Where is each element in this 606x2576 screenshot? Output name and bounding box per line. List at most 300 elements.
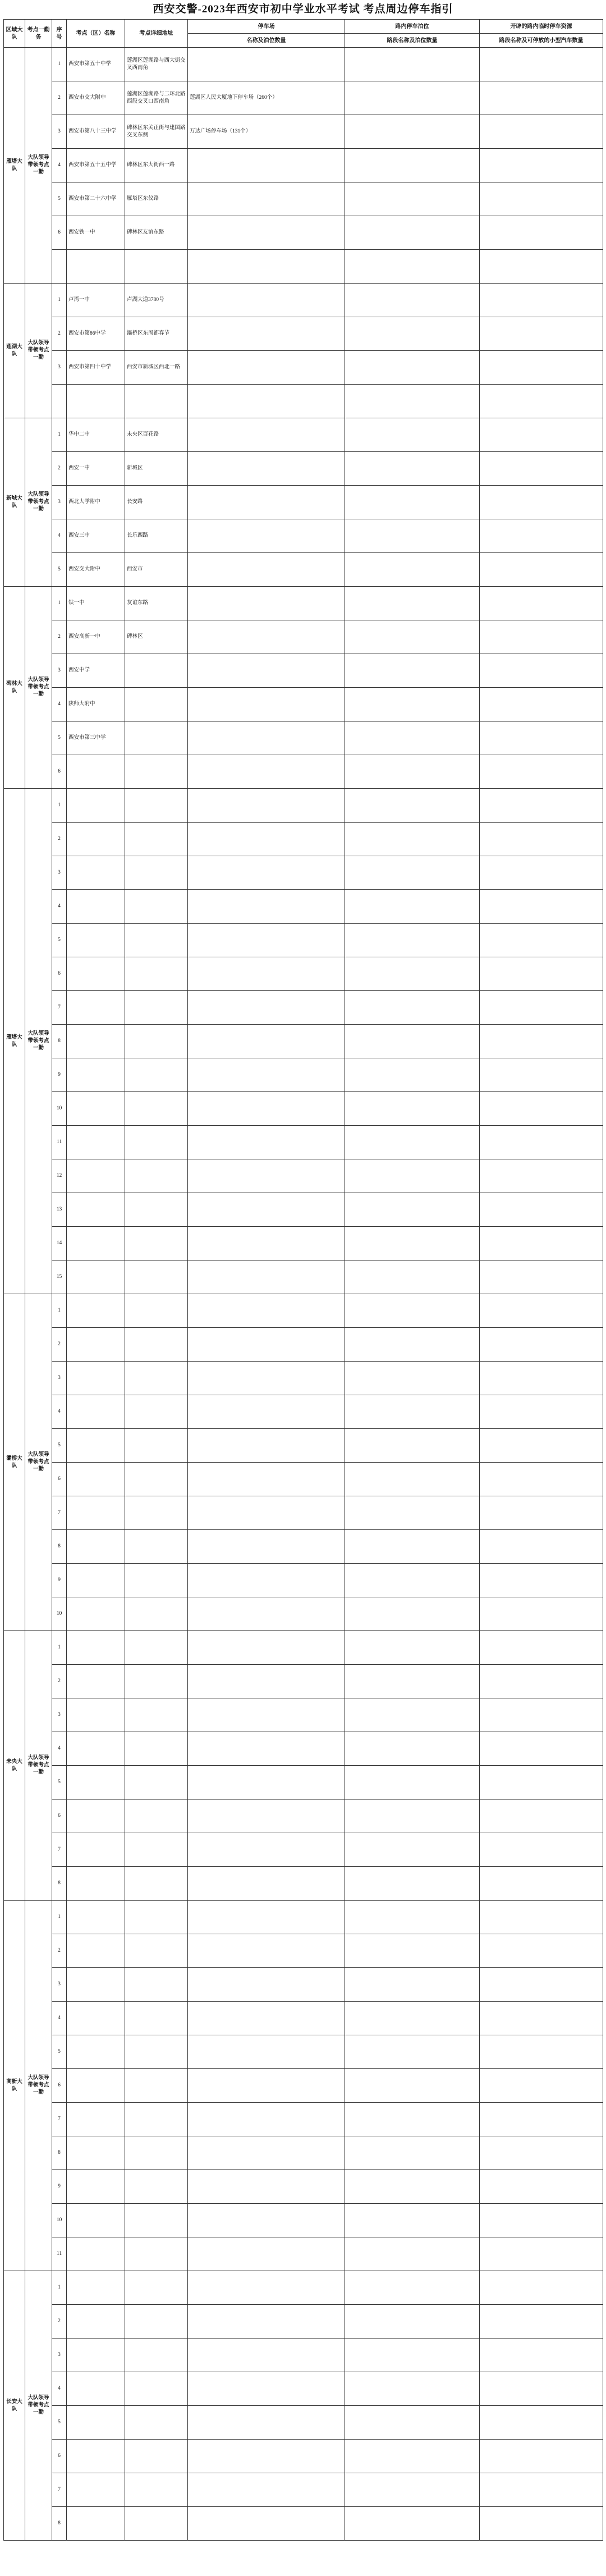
road-cell	[345, 1799, 480, 1833]
site-cell	[67, 1429, 125, 1463]
seq-cell: 10	[52, 2204, 67, 2237]
temp-cell	[480, 81, 603, 115]
temp-cell	[480, 1901, 603, 1934]
road-cell	[345, 721, 480, 755]
site-cell	[67, 1901, 125, 1934]
road-cell	[345, 1530, 480, 1564]
site-cell	[67, 1530, 125, 1564]
table-row	[4, 688, 603, 721]
table-row	[4, 2271, 603, 2305]
district-cell: 莲湖大队	[4, 284, 25, 418]
addr-cell: 长乐西路	[125, 519, 188, 553]
lot-cell	[188, 2103, 345, 2136]
lot-cell	[188, 2406, 345, 2440]
table-row	[4, 1698, 603, 1732]
table-row	[4, 2406, 603, 2440]
temp-cell	[480, 1126, 603, 1159]
road-cell	[345, 2507, 480, 2541]
addr-cell	[125, 1025, 188, 1058]
temp-cell	[480, 2473, 603, 2507]
site-cell	[67, 1631, 125, 1665]
lot-cell	[188, 890, 345, 924]
addr-cell	[125, 1665, 188, 1698]
temp-cell	[480, 1429, 603, 1463]
lot-cell	[188, 1968, 345, 2002]
lot-cell	[188, 182, 345, 216]
site-cell	[67, 385, 125, 418]
site-cell	[67, 1665, 125, 1698]
parking-guide-table	[3, 19, 603, 2541]
lot-cell	[188, 755, 345, 789]
temp-cell	[480, 1193, 603, 1227]
addr-cell	[125, 1867, 188, 1901]
table-row	[4, 755, 603, 789]
table-row	[4, 2440, 603, 2473]
road-cell	[345, 1058, 480, 1092]
seq-cell: 7	[52, 1496, 67, 1530]
site-cell: 西安交大附中	[67, 553, 125, 587]
seq-cell: 9	[52, 2170, 67, 2204]
road-cell	[345, 1395, 480, 1429]
addr-cell	[125, 2035, 188, 2069]
site-cell	[67, 957, 125, 991]
road-cell	[345, 2204, 480, 2237]
temp-cell	[480, 1564, 603, 1597]
table-row	[4, 2204, 603, 2237]
seq-cell: 7	[52, 1833, 67, 1867]
temp-cell	[480, 721, 603, 755]
table-row	[4, 2339, 603, 2372]
lot-cell	[188, 1799, 345, 1833]
seq-cell: 7	[52, 991, 67, 1025]
site-cell	[67, 2507, 125, 2541]
site-cell	[67, 2473, 125, 2507]
addr-cell	[125, 1564, 188, 1597]
seq-cell: 14	[52, 1227, 67, 1260]
site-cell	[67, 1058, 125, 1092]
site-cell: 西安铁一中	[67, 216, 125, 250]
header-leader: 考点一勤务	[25, 20, 52, 48]
addr-cell: 碑林区友谊东路	[125, 216, 188, 250]
temp-cell	[480, 149, 603, 182]
table-row	[4, 1968, 603, 2002]
header-district: 区域大队	[4, 20, 25, 48]
road-cell	[345, 452, 480, 486]
road-cell	[345, 317, 480, 351]
seq-cell: 8	[52, 2136, 67, 2170]
addr-cell	[125, 2406, 188, 2440]
addr-cell	[125, 991, 188, 1025]
lot-cell	[188, 2372, 345, 2406]
leader-cell: 大队领导带领考点一勤	[25, 2271, 52, 2541]
temp-cell	[480, 2204, 603, 2237]
lot-cell	[188, 957, 345, 991]
addr-cell: 莲湖区莲湖路与二环北路西段交叉口西南角	[125, 81, 188, 115]
road-cell	[345, 2406, 480, 2440]
table-row	[4, 620, 603, 654]
temp-cell	[480, 1328, 603, 1362]
seq-cell: 4	[52, 1732, 67, 1766]
temp-cell	[480, 1159, 603, 1193]
table-row	[4, 1227, 603, 1260]
addr-cell	[125, 2069, 188, 2103]
addr-cell	[125, 957, 188, 991]
site-cell	[67, 2271, 125, 2305]
site-cell: 西安高新一中	[67, 620, 125, 654]
addr-cell	[125, 2339, 188, 2372]
temp-cell	[480, 2339, 603, 2372]
road-cell	[345, 284, 480, 317]
addr-cell	[125, 1227, 188, 1260]
addr-cell	[125, 1799, 188, 1833]
temp-cell	[480, 1092, 603, 1126]
seq-cell: 2	[52, 823, 67, 856]
temp-cell	[480, 284, 603, 317]
table-row	[4, 1463, 603, 1496]
site-cell	[67, 1126, 125, 1159]
addr-cell	[125, 1934, 188, 1968]
seq-cell: 8	[52, 1530, 67, 1564]
temp-cell	[480, 1260, 603, 1294]
lot-cell	[188, 149, 345, 182]
district-cell: 碑林大队	[4, 587, 25, 789]
temp-cell	[480, 1597, 603, 1631]
seq-cell: 12	[52, 1159, 67, 1193]
lot-cell	[188, 486, 345, 519]
table-row	[4, 1193, 603, 1227]
road-cell	[345, 620, 480, 654]
site-cell	[67, 1025, 125, 1058]
addr-cell	[125, 250, 188, 284]
table-row	[4, 1429, 603, 1463]
lot-cell	[188, 284, 345, 317]
seq-cell: 1	[52, 1294, 67, 1328]
temp-cell	[480, 2271, 603, 2305]
temp-cell	[480, 2507, 603, 2541]
lot-cell	[188, 48, 345, 81]
site-cell	[67, 2204, 125, 2237]
road-cell	[345, 957, 480, 991]
table-row	[4, 486, 603, 519]
lot-cell	[188, 1665, 345, 1698]
site-cell: 西安一中	[67, 452, 125, 486]
table-row	[4, 1799, 603, 1833]
addr-cell	[125, 924, 188, 957]
seq-cell: 8	[52, 1867, 67, 1901]
leader-cell: 大队领导带领考点一勤	[25, 284, 52, 418]
district-cell: 未央大队	[4, 1631, 25, 1901]
addr-cell: 友谊东路	[125, 587, 188, 620]
road-cell	[345, 2002, 480, 2035]
addr-cell	[125, 1463, 188, 1496]
site-cell	[67, 1328, 125, 1362]
seq-cell: 6	[52, 957, 67, 991]
temp-cell	[480, 1463, 603, 1496]
table-row	[4, 2473, 603, 2507]
addr-cell	[125, 1159, 188, 1193]
table-row	[4, 890, 603, 924]
addr-cell	[125, 1698, 188, 1732]
table-header	[4, 20, 603, 48]
table-row	[4, 48, 603, 81]
road-cell	[345, 1362, 480, 1395]
lot-cell	[188, 553, 345, 587]
seq-cell: 3	[52, 2339, 67, 2372]
seq-cell: 2	[52, 1665, 67, 1698]
seq-cell: 3	[52, 856, 67, 890]
table-row	[4, 1732, 603, 1766]
site-cell	[67, 1597, 125, 1631]
temp-cell	[480, 991, 603, 1025]
lot-cell	[188, 2002, 345, 2035]
seq-cell: 1	[52, 1631, 67, 1665]
addr-cell	[125, 2002, 188, 2035]
seq-cell: 13	[52, 1193, 67, 1227]
road-cell	[345, 2035, 480, 2069]
road-cell	[345, 991, 480, 1025]
seq-cell: 3	[52, 1968, 67, 2002]
site-cell	[67, 1294, 125, 1328]
temp-cell	[480, 452, 603, 486]
site-cell: 西北大学附中	[67, 486, 125, 519]
addr-cell: 长安路	[125, 486, 188, 519]
table-row	[4, 721, 603, 755]
seq-cell: 1	[52, 587, 67, 620]
addr-cell	[125, 789, 188, 823]
district-cell: 雁塔大队	[4, 789, 25, 1294]
road-cell	[345, 2271, 480, 2305]
seq-cell: 1	[52, 2271, 67, 2305]
table-row	[4, 1159, 603, 1193]
table-row	[4, 250, 603, 284]
road-cell	[345, 1766, 480, 1799]
temp-cell	[480, 957, 603, 991]
road-cell	[345, 1564, 480, 1597]
sheet	[0, 19, 606, 2541]
road-cell	[345, 823, 480, 856]
lot-cell	[188, 2136, 345, 2170]
lot-cell	[188, 1766, 345, 1799]
site-cell	[67, 2339, 125, 2372]
road-cell	[345, 2440, 480, 2473]
seq-cell: 1	[52, 789, 67, 823]
lot-cell	[188, 1530, 345, 1564]
temp-cell	[480, 519, 603, 553]
road-cell	[345, 2069, 480, 2103]
lot-cell	[188, 2440, 345, 2473]
seq-cell: 6	[52, 2069, 67, 2103]
addr-cell: 未央区百花路	[125, 418, 188, 452]
lot-cell	[188, 1732, 345, 1766]
road-cell	[345, 1294, 480, 1328]
lot-cell	[188, 2339, 345, 2372]
lot-cell	[188, 2204, 345, 2237]
site-cell	[67, 2170, 125, 2204]
road-cell	[345, 1496, 480, 1530]
header-lot-sub: 名称及泊位数量	[188, 34, 345, 48]
addr-cell	[125, 1058, 188, 1092]
temp-cell	[480, 2237, 603, 2271]
addr-cell	[125, 2507, 188, 2541]
table-row	[4, 317, 603, 351]
seq-cell: 10	[52, 1597, 67, 1631]
lot-cell	[188, 654, 345, 688]
table-row	[4, 1395, 603, 1429]
seq-cell: 10	[52, 1092, 67, 1126]
temp-cell	[480, 1766, 603, 1799]
road-cell	[345, 553, 480, 587]
site-cell	[67, 1968, 125, 2002]
site-cell	[67, 890, 125, 924]
site-cell	[67, 250, 125, 284]
temp-cell	[480, 823, 603, 856]
addr-cell	[125, 1496, 188, 1530]
lot-cell	[188, 1631, 345, 1665]
addr-cell	[125, 2372, 188, 2406]
road-cell	[345, 1025, 480, 1058]
seq-cell: 6	[52, 2440, 67, 2473]
header-temp-sub: 路段名称及可停放的小型汽车数量	[480, 34, 603, 48]
seq-cell	[52, 385, 67, 418]
temp-cell	[480, 2406, 603, 2440]
temp-cell	[480, 1698, 603, 1732]
site-cell	[67, 856, 125, 890]
temp-cell	[480, 486, 603, 519]
site-cell: 西安市第四十中学	[67, 351, 125, 385]
site-cell	[67, 1395, 125, 1429]
temp-cell	[480, 115, 603, 149]
site-cell: 铁一中	[67, 587, 125, 620]
temp-cell	[480, 1732, 603, 1766]
lot-cell	[188, 1463, 345, 1496]
temp-cell	[480, 654, 603, 688]
table-row	[4, 1294, 603, 1328]
lot-cell	[188, 2473, 345, 2507]
road-cell	[345, 924, 480, 957]
table-row	[4, 553, 603, 587]
lot-cell	[188, 721, 345, 755]
table-row	[4, 81, 603, 115]
seq-cell: 3	[52, 115, 67, 149]
site-cell	[67, 2440, 125, 2473]
lot-cell	[188, 519, 345, 553]
table-row	[4, 1025, 603, 1058]
addr-cell: 新城区	[125, 452, 188, 486]
road-cell	[345, 149, 480, 182]
seq-cell: 3	[52, 486, 67, 519]
temp-cell	[480, 553, 603, 587]
road-cell	[345, 1429, 480, 1463]
site-cell	[67, 1362, 125, 1395]
table-row	[4, 957, 603, 991]
table-row	[4, 2237, 603, 2271]
temp-cell	[480, 1867, 603, 1901]
seq-cell: 6	[52, 1799, 67, 1833]
table-row	[4, 1328, 603, 1362]
temp-cell	[480, 789, 603, 823]
lot-cell	[188, 216, 345, 250]
site-cell	[67, 755, 125, 789]
road-cell	[345, 1968, 480, 2002]
site-cell: 西安市第五十中学	[67, 48, 125, 81]
temp-cell	[480, 856, 603, 890]
addr-cell: 西安市	[125, 553, 188, 587]
seq-cell: 9	[52, 1564, 67, 1597]
temp-cell	[480, 385, 603, 418]
lot-cell	[188, 2271, 345, 2305]
site-cell	[67, 2103, 125, 2136]
addr-cell	[125, 1328, 188, 1362]
seq-cell: 5	[52, 2406, 67, 2440]
lot-cell	[188, 1362, 345, 1395]
district-cell: 雁塔大队	[4, 48, 25, 284]
header-lot: 停车场	[188, 20, 345, 34]
seq-cell: 1	[52, 48, 67, 81]
site-cell	[67, 1799, 125, 1833]
temp-cell	[480, 2069, 603, 2103]
temp-cell	[480, 216, 603, 250]
lot-cell	[188, 452, 345, 486]
header-temp: 开辟的路内临时停车资源	[480, 20, 603, 34]
seq-cell: 4	[52, 519, 67, 553]
seq-cell: 3	[52, 654, 67, 688]
table-row	[4, 2136, 603, 2170]
addr-cell	[125, 2271, 188, 2305]
addr-cell	[125, 2440, 188, 2473]
lot-cell	[188, 1025, 345, 1058]
site-cell: 西安市第八十三中学	[67, 115, 125, 149]
site-cell	[67, 1463, 125, 1496]
seq-cell: 5	[52, 1766, 67, 1799]
road-cell	[345, 1193, 480, 1227]
addr-cell: 雁塔区东仪路	[125, 182, 188, 216]
table-row	[4, 2035, 603, 2069]
road-cell	[345, 2473, 480, 2507]
addr-cell	[125, 2136, 188, 2170]
temp-cell	[480, 620, 603, 654]
temp-cell	[480, 1530, 603, 1564]
temp-cell	[480, 351, 603, 385]
road-cell	[345, 1463, 480, 1496]
lot-cell	[188, 1597, 345, 1631]
table-row	[4, 654, 603, 688]
leader-cell: 大队领导带领考点一勤	[25, 48, 52, 284]
table-row	[4, 284, 603, 317]
site-cell: 卢湾一中	[67, 284, 125, 317]
leader-cell: 大队领导带领考点一勤	[25, 587, 52, 789]
addr-cell	[125, 1260, 188, 1294]
lot-cell	[188, 317, 345, 351]
table-row	[4, 1597, 603, 1631]
temp-cell	[480, 587, 603, 620]
addr-cell	[125, 1294, 188, 1328]
road-cell	[345, 755, 480, 789]
table-row	[4, 1934, 603, 1968]
road-cell	[345, 351, 480, 385]
table-row	[4, 1362, 603, 1395]
road-cell	[345, 688, 480, 721]
seq-cell: 1	[52, 284, 67, 317]
lot-cell	[188, 2507, 345, 2541]
addr-cell	[125, 1092, 188, 1126]
temp-cell	[480, 317, 603, 351]
table-row	[4, 182, 603, 216]
seq-cell: 5	[52, 182, 67, 216]
road-cell	[345, 385, 480, 418]
seq-cell: 4	[52, 2372, 67, 2406]
temp-cell	[480, 890, 603, 924]
lot-cell	[188, 1833, 345, 1867]
